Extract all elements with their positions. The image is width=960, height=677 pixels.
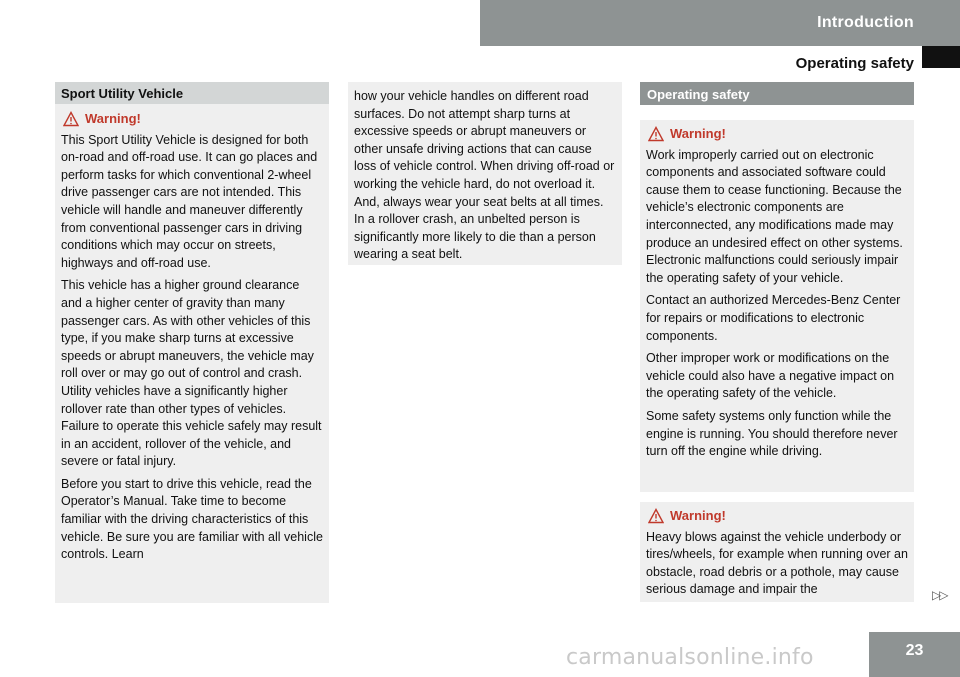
sport-utility-body xyxy=(55,104,329,575)
continue-arrows-icon: ▷▷ xyxy=(932,588,947,602)
warning-box-underbody xyxy=(640,502,914,602)
warning-label: Warning! xyxy=(61,110,323,128)
watermark: carmanualsonline.info xyxy=(566,645,814,670)
paragraph: This vehicle has a higher ground clearance and a higher center of gravity than many passenger cars. As with other vehicles of this type, if you make sharp turns at excessive speeds or abrupt maneuvers, the vehicle may roll over or may go out of control and crash. Utility vehicles have a significantly higher rollover rate than other types of vehicles. Failure to operate this vehicle safely may result in an accident, rollover of the vehicle, and severe or fatal injury. xyxy=(61,278,322,469)
section-title: Introduction xyxy=(817,14,914,31)
operating-safety-title: Operating safety xyxy=(640,82,914,105)
warning-label: Warning! xyxy=(646,125,908,143)
warning-triangle-icon xyxy=(648,126,664,142)
page-number: 23 xyxy=(869,632,960,677)
paragraph: Contact an authorized Mercedes-Benz Center for repairs or modifications to electronic components. xyxy=(646,293,901,343)
paragraph: Some safety systems only function while the engine is running. You should therefore never turn off the engine while driving. xyxy=(646,408,898,459)
paragraph: This Sport Utility Vehicle is designed for both on-road and off-road use. It can go places and perform tasks for which conventional 2-wheel drive passenger cars are not intended. This vehicle will handle and maneuver differently from conventional passenger cars in driving conditions which may occur on streets, highways and off-road use. xyxy=(61,132,318,270)
paragraph: Work improperly carried out on electronic components and associated software could cause them to cease functioning. Because the vehicle’s electronic components are interconnected, any modifications made may produce an undesired effect on other systems. Electronic malfunctions could seriously impair the operating safety of your vehicle. xyxy=(646,147,903,285)
sport-utility-title: Sport Utility Vehicle xyxy=(55,82,329,104)
paragraph: how your vehicle handles on different road surfaces. Do not attempt sharp turns at excessive speeds or abrupt maneuvers or other unsafe driving actions that can cause loss of vehicle control. When driving off-road or working the vehicle hard, do not overload it. And, always wear your seat belts at all times. In a rollover crash, an unbelted person is significantly more likely to die than a person wearing a seat belt. xyxy=(354,89,615,262)
warning-label: Warning! xyxy=(646,507,908,525)
warning-box-electronics xyxy=(640,120,914,492)
paragraph: Other improper work or modifications on the vehicle could also have a negative impact on the operating safety of the vehicle. xyxy=(646,351,895,401)
warning-triangle-icon xyxy=(648,508,664,524)
thumb-index-marker xyxy=(922,46,960,68)
page-subheader: Operating safety xyxy=(795,55,914,72)
sport-utility-continued-box xyxy=(348,82,622,265)
sport-utility-box xyxy=(55,82,329,603)
warning-triangle-icon xyxy=(63,111,79,127)
continued-body xyxy=(348,82,622,275)
paragraph: Before you start to drive this vehicle, read the Operator’s Manual. Take time to become familiar with the driving characteristics of this vehicle. Be sure you are familiar with all vehicle controls. Learn xyxy=(61,476,323,562)
section-tab xyxy=(480,0,960,46)
paragraph: Heavy blows against the vehicle underbody or tires/wheels, for example when running over an obstacle, road debris or a pothole, may cause serious damage and impair the xyxy=(646,529,908,597)
